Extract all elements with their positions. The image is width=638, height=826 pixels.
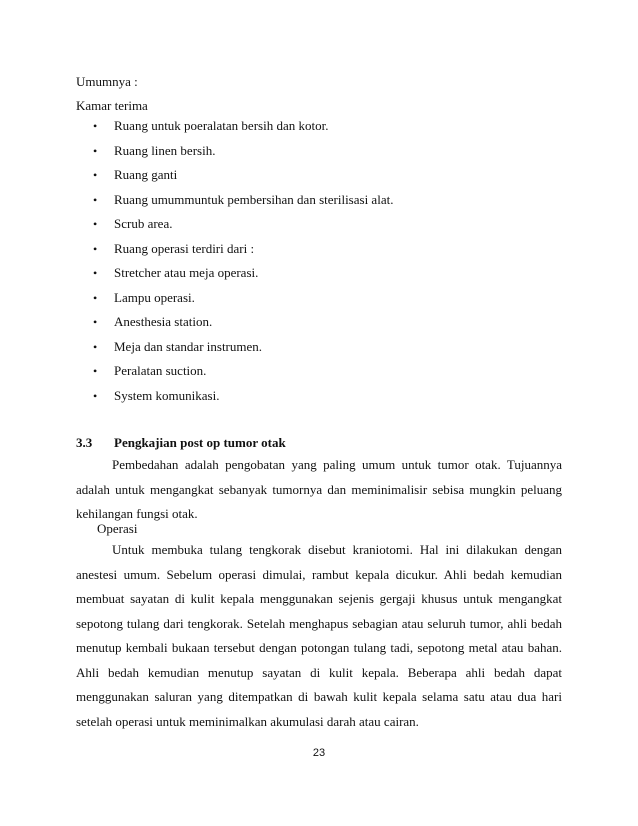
list-item: [0, 216, 638, 241]
list-item-text: Scrub area.: [114, 216, 173, 231]
section-number: 3.3: [76, 435, 93, 450]
list-item: [0, 143, 638, 168]
list-item-text: Ruang operasi terdiri dari :: [114, 240, 255, 256]
section-heading: [76, 435, 286, 451]
bullet-icon: •: [93, 364, 98, 378]
facility-list: [0, 118, 638, 412]
list-item: [0, 192, 638, 217]
page-number: 23: [312, 747, 326, 759]
list-item-text: Ruang umummuntuk pembersihan dan sterilisasi alat.: [114, 191, 394, 207]
list-item-text: Peralatan suction.: [114, 363, 207, 378]
intro-subtitle: Kamar terima: [76, 98, 148, 113]
list-item-text: Ruang untuk poeralatan bersih dan kotor.: [114, 118, 329, 133]
intro-line: Umumnya :: [76, 74, 138, 89]
list-item: [0, 241, 638, 266]
list-item-text: Anesthesia station.: [114, 314, 213, 329]
bullet-icon: •: [93, 315, 98, 329]
bullet-icon: •: [93, 290, 98, 305]
bullet-icon: •: [93, 266, 98, 280]
list-item-text: Ruang ganti: [114, 167, 178, 182]
bullet-icon: •: [93, 217, 98, 231]
list-item-text: Meja dan standar instrumen.: [114, 338, 263, 354]
list-item-text: Ruang linen bersih.: [114, 142, 216, 158]
bullet-icon: •: [93, 241, 98, 256]
list-item-text: System komunikasi.: [114, 387, 220, 403]
subheading-operasi: Operasi: [97, 521, 138, 536]
list-item: [0, 167, 638, 192]
list-item: [0, 118, 638, 143]
bullet-icon: •: [93, 168, 98, 182]
bullet-icon: •: [93, 388, 98, 403]
list-item: [0, 388, 638, 413]
list-item: [0, 265, 638, 290]
list-item: [0, 290, 638, 315]
bullet-icon: •: [93, 192, 98, 207]
list-item: [0, 363, 638, 388]
list-item-text: Lampu operasi.: [114, 289, 195, 305]
section-title: Pengkajian post op tumor otak: [114, 435, 286, 450]
list-item: [0, 314, 638, 339]
list-item-text: Stretcher atau meja operasi.: [114, 265, 259, 280]
bullet-icon: •: [93, 339, 98, 354]
bullet-icon: •: [93, 119, 98, 133]
list-item: [0, 339, 638, 364]
bullet-icon: •: [93, 143, 98, 158]
paragraph-intro: Pembedahan adalah pengobatan yang paling umum untuk tumor otak. Tujuannya adalah untuk mengangkat sebanyak tumornya dan meminimalisir sebisa mungkin peluang kehilangan fungsi otak.: [76, 457, 562, 521]
paragraph-operasi: Untuk membuka tulang tengkorak disebut kraniotomi. Hal ini dilakukan dengan anestesi umum. Sebelum operasi dimulai, rambut kepala dicukur. Ahli bedah kemudian membuat sayatan di kulit kepala menggunakan sejenis gergaji khusus untuk mengangkat sepotong tulang dari tengkorak. Setelah menghapus sebagian atau seluruh tumor, ahli bedah menutup kembali bukaan tersebut dengan potongan tulang tadi, sepotong metal atau bahan. Ahli bedah kemudian menutup sayatan di kulit kepala. Beberapa ahli bedah dapat menggunakan saluran yang ditempatkan di bawah kulit kepala selama satu atau dua hari setelah operasi untuk meminimalkan akumulasi darah atau cairan.: [76, 542, 562, 729]
